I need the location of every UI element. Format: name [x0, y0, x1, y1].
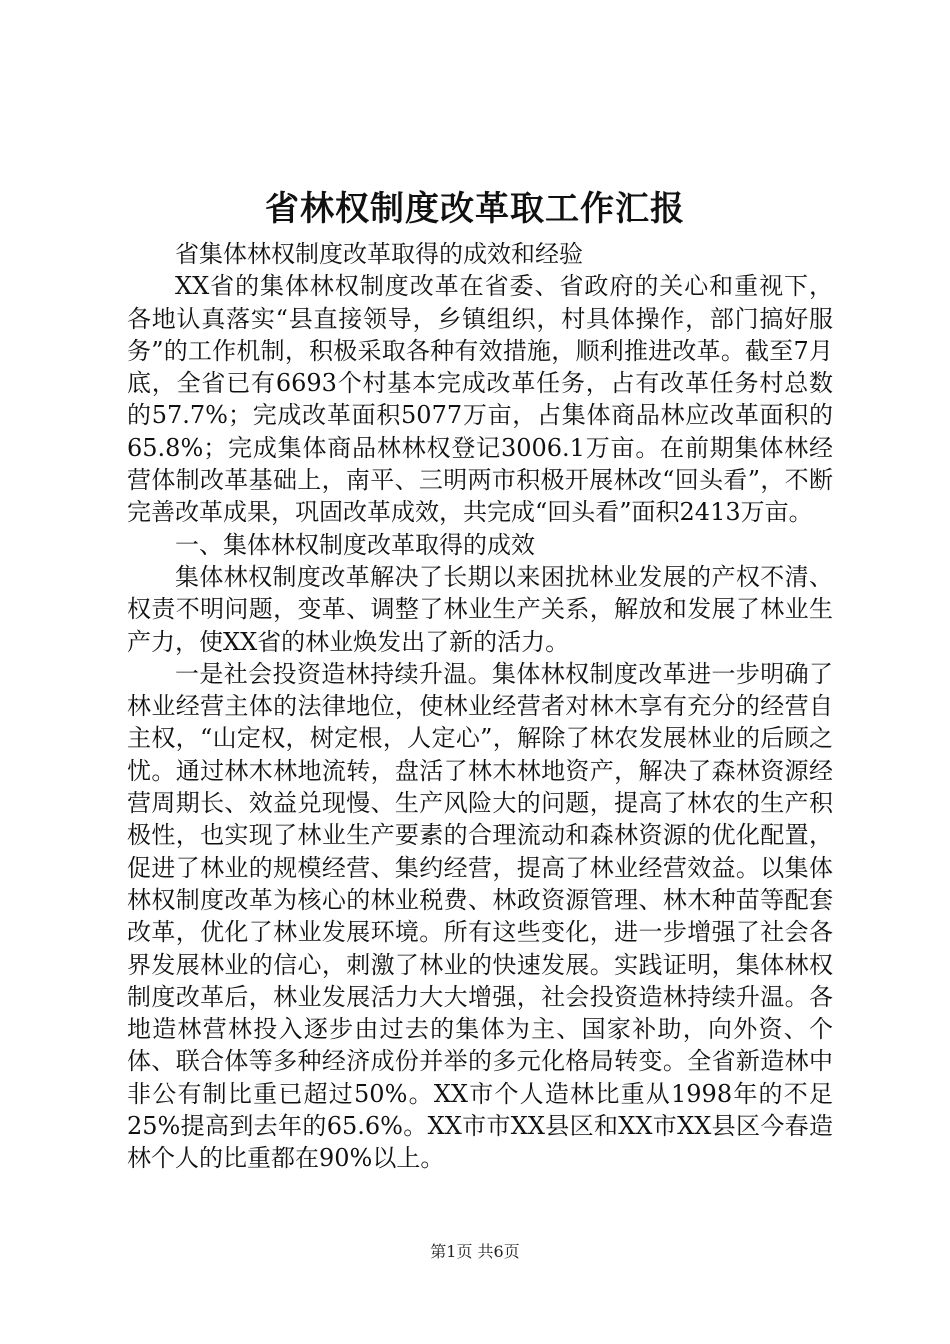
paragraph-intro: XX省的集体林权制度改革在省委、省政府的关心和重视下，各地认真落实“县直接领导，乡镇组织，村具体操作，部门搞好服务”的工作机制，积极采取各种有效措施，顺利推进改革。截至7月底，全省已有6693个村基本完成改革任务，占有改革任务村总数的57.7%；完成改革面积5077万亩，占集体商品林应改革面积的65.8%；完成集体商品林林权登记3006.1万亩。在前期集体林经营体制改革基础上，南平、三明两市积极开展林改“回头看”，不断完善改革成果，巩固改革成效，共完成“回头看”面积2413万亩。 — [127, 272, 833, 527]
section-heading: 一、集体林权制度改革取得的成效 — [175, 530, 535, 559]
paragraph-investment: 一是社会投资造林持续升温。集体林权制度改革进一步明确了林业经营主体的法律地位，使林业经营者对林木享有充分的经营自主权，“山定权，树定根，人定心”，解除了林农发展林业的后顾之忧。通过林木林地流转，盘活了林木林地资产，解决了森林资源经营周期长、效益兑现慢、生产风险大的问题，提高了林农的生产积极性，也实现了林业生产要素的合理流动和森林资源的优化配置，促进了林业的规模经营、集约经营，提高了林业经营效益。以集体林权制度改革为核心的林业税费、林政资源管理、林木种苗等配套改革，优化了林业发展环境。所有这些变化，进一步增强了社会各界发展林业的信心，刺激了林业的快速发展。实践证明，集体林权制度改革后，林业发展活力大大增强，社会投资造林持续升温。各地造林营林投入逐步由过去的集体为主、国家补助，向外资、个体、联合体等多种经济成份并举的多元化格局转变。全省新造林中非公有制比重已超过50%。XX市个人造林比重从1998年的不足25%提高到去年的65.6%。XX市市XX县区和XX市XX县区今春造林个人的比重都在90%以上。 — [127, 659, 833, 1173]
document-title: 省林权制度改革取工作汇报 — [265, 189, 685, 229]
document-body — [127, 238, 833, 1175]
paragraph-subtitle: 省集体林权制度改革取得的成效和经验 — [175, 240, 583, 268]
page-number: 第1页 共6页 — [430, 1242, 520, 1261]
paragraph-overview: 集体林权制度改革解决了长期以来困扰林业发展的产权不清、权责不明问题，变革、调整了林业生产关系，解放和发展了林业生产力，使XX省的林业焕发出了新的活力。 — [127, 562, 833, 656]
